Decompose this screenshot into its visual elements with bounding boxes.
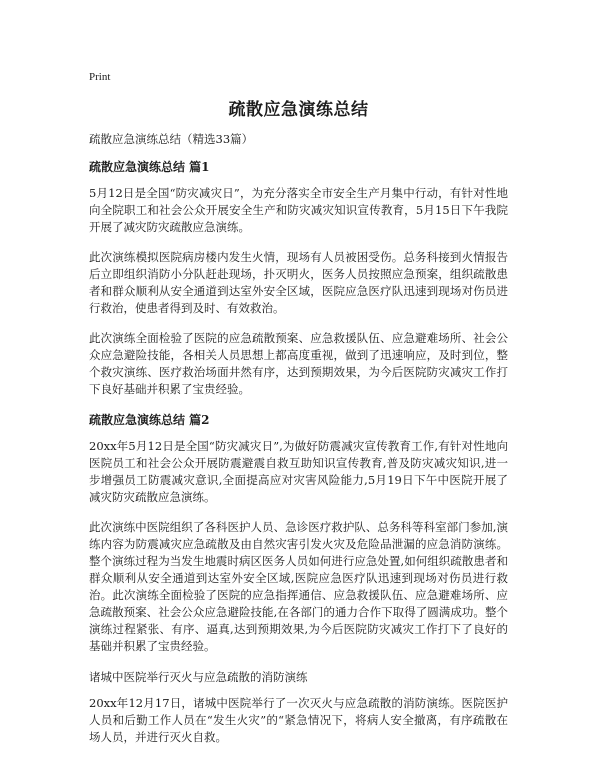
section-heading: 诸城中医院举行灭火与应急疏散的消防演练	[89, 670, 308, 684]
section-3	[89, 668, 508, 746]
section-heading: 疏散应急演练总结 篇1	[89, 160, 210, 174]
section-1	[89, 158, 508, 398]
paragraph: 20xx年5月12日是全国“防灾减灾日”,为做好防震减灾宣传教育工作,有针对性地向医院员工和社会公众开展防震避震自救互助知识宣传教育,普及防灾减灾知识,进一步增强员工防震减灾意识,全面提高应对灾害风险能力,5月19日下午中医院开展了减灾防灾疏散应急演练。	[89, 439, 508, 504]
paragraph: 此次演练全面检验了医院的应急疏散预案、应急救援队伍、应急避难场所、社会公众应急避险技能，各相关人员思想上都高度重视，做到了迅速响应，及时到位，整个救灾演练、医疗救治场面井然有序，达到预期效果，为今后医院防灾减灾工作打下良好基础并积累了宝贵经验。	[89, 331, 508, 396]
document-subtitle: 疏散应急演练总结（精选33篇）	[89, 132, 254, 146]
paragraph: 20xx年12月17日，诸城中医院举行了一次灭火与应急疏散的消防演练。医院医护人员和后勤工作人员在“发生火灾”的“紧急情况下，将病人安全撤离，有序疏散在场人员，并进行灭火自救。	[89, 696, 508, 744]
section-heading: 疏散应急演练总结 篇2	[89, 413, 210, 427]
print-label: Print	[89, 71, 111, 83]
paragraph: 此次演练中医院组织了各科医护人员、急诊医疗救护队、总务科等科室部门参加,演练内容为防震减灾应急疏散及由自然灾害引发火灾及危险品泄漏的应急消防演练。整个演练过程为当发生地震时病区医务人员如何进行应急处置,如何组织疏散患者和群众顺利从安全通道到达室外安全区域,医院应急医疗队迅速到现场对伤员进行救治。此次演练全面检验了医院的应急指挥通信、应急救援队伍、应急避难场所、应急疏散预案、社会公众应急避险技能,在各部门的通力合作下取得了圆满成功。整个演练过程紧张、有序、逼真,达到预期效果,为今后医院防灾减灾工作打下了良好的基础并积累了宝贵经验。	[89, 520, 508, 653]
paragraph: 此次演练模拟医院病房楼内发生火情，现场有人员被困受伤。总务科接到火情报告后立即组织消防小分队赶赴现场，扑灭明火，医务人员按照应急预案，组织疏散患者和群众顺利从安全通道到达室外安全区域，医院应急医疗队迅速到现场对伤员进行救治，使患者得到及时、有效救治。	[89, 250, 508, 315]
document-title: 疏散应急演练总结	[228, 100, 369, 120]
paragraph: 5月12日是全国“防灾减灾日”，为充分落实全市安全生产月集中行动，有针对性地向全院职工和社会公众开展安全生产和防灾减灾知识宣传教育，5月15日下午我院开展了减灾防灾疏散应急演练。	[89, 186, 508, 234]
section-2	[89, 411, 508, 655]
